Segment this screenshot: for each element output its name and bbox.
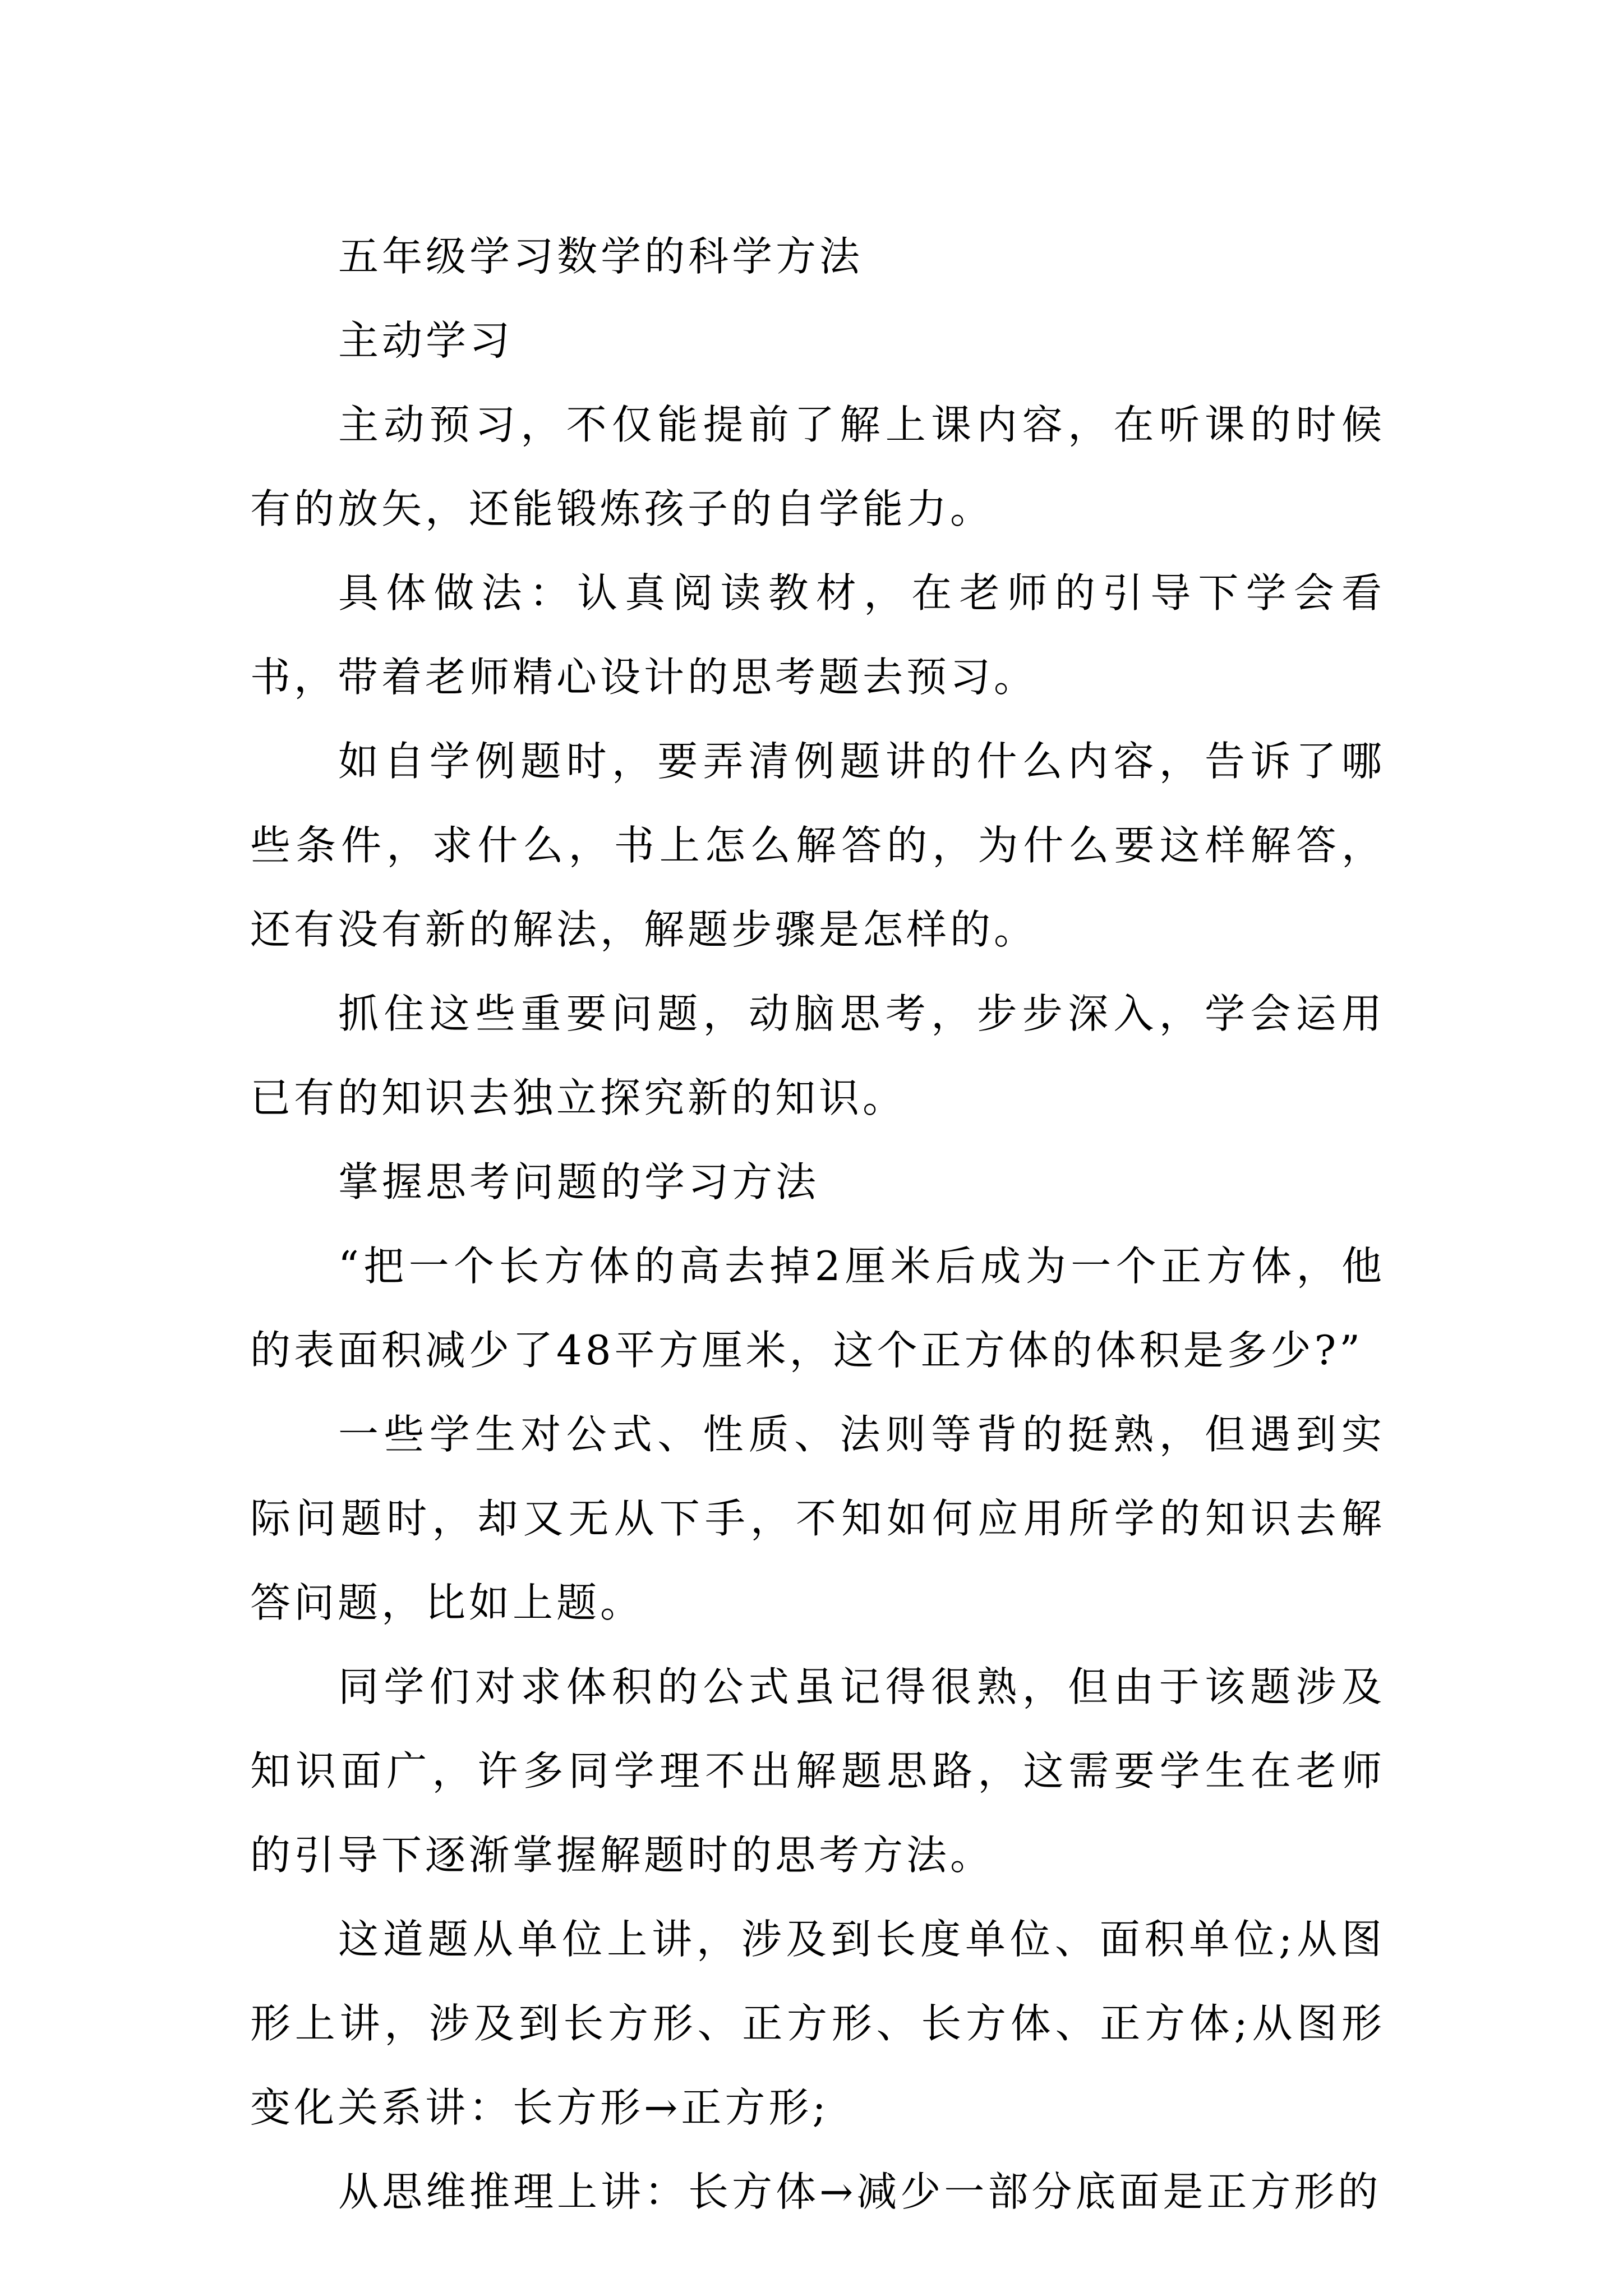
paragraph: 一些学生对公式、性质、法则等背的挺熟，但遇到实际问题时，却又无从下手，不知如何应用所学的知识去解答问题，比如上题。 (250, 1411, 1385, 1626)
paragraph: 抓住这些重要问题，动脑思考，步步深入，学会运用已有的知识去独立探究新的知识。 (250, 990, 1385, 1121)
paragraph: 这道题从单位上讲，涉及到长度单位、面积单位;从图形上讲，涉及到长方形、正方形、长方体、正方体;从图形变化关系讲：长方形→正方形; (250, 1916, 1385, 2131)
paragraph: 同学们对求体积的公式虽记得很熟，但由于该题涉及知识面广，许多同学理不出解题思路，这需要学生在老师的引导下逐渐掌握解题时的思考方法。 (250, 1663, 1385, 1879)
paragraph: 主动预习，不仅能提前了解上课内容，在听课的时候有的放矢，还能锻炼孩子的自学能力。 (250, 401, 1385, 532)
paragraph: 从思维推理上讲：长方体→减少一部分底面是正方形的 (338, 2168, 1382, 2215)
paragraph-example-problem: “把一个长方体的高去掉2厘米后成为一个正方体，他的表面积减少了48平方厘米，这个正方体的体积是多少?” (250, 1243, 1385, 1374)
document-title: 五年级学习数学的科学方法 (338, 233, 864, 280)
document-body (250, 214, 1385, 2234)
paragraph: 具体做法：认真阅读教材，在老师的引导下学会看书，带着老师精心设计的思考题去预习。 (250, 569, 1385, 701)
section-heading-thinking-methods: 掌握思考问题的学习方法 (338, 1158, 820, 1205)
paragraph: 如自学例题时，要弄清例题讲的什么内容，告诉了哪些条件，求什么，书上怎么解答的，为什么要这样解答，还有没有新的解法，解题步骤是怎样的。 (250, 738, 1385, 953)
section-heading-active-learning: 主动学习 (338, 317, 514, 364)
